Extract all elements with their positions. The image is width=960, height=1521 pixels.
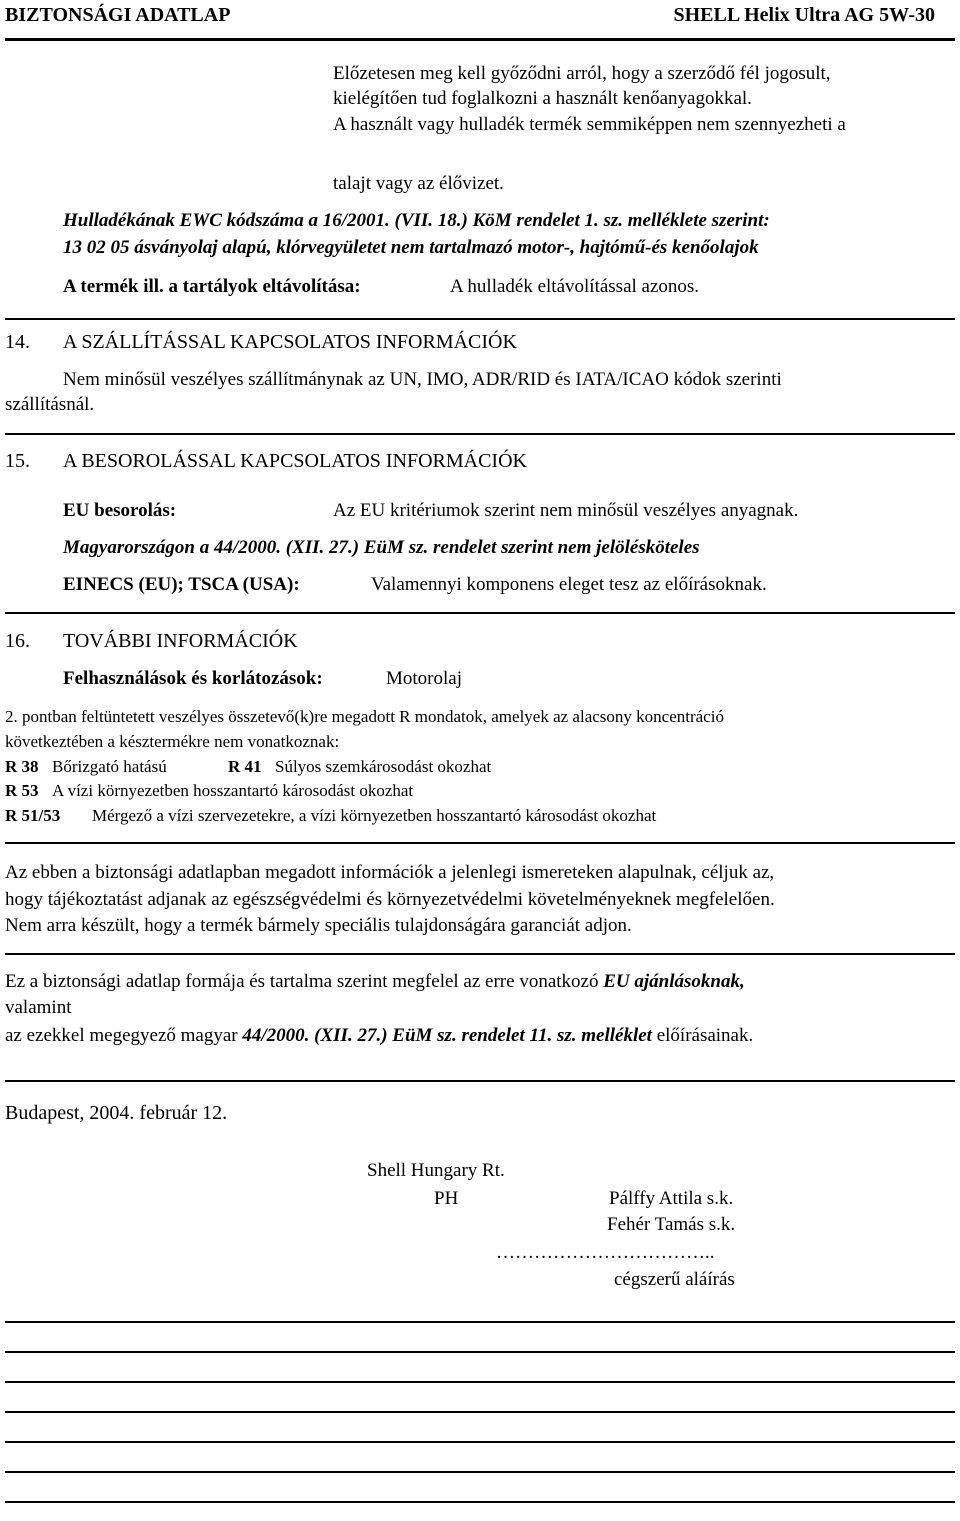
r-phrase-code: R 51/53 — [5, 806, 61, 825]
uses-value: Motorolaj — [386, 668, 462, 689]
r-phrase-code: R 53 — [5, 781, 39, 800]
section-divider — [5, 318, 955, 320]
blank-rule — [5, 1411, 955, 1413]
blank-rule — [5, 1351, 955, 1353]
r-phrase-code: R 41 — [228, 757, 262, 776]
blank-rule — [5, 1471, 955, 1473]
disposal-text-line: kielégítően tud foglalkozni a használt kenőanyagokkal. — [333, 88, 752, 109]
section-number: 15. — [5, 450, 30, 472]
header-doc-type: BIZTONSÁGI ADATLAP — [5, 4, 231, 26]
removal-label: A termék ill. a tartályok eltávolítása: — [63, 276, 361, 297]
r-phrase-code: R 38 — [5, 757, 39, 776]
compliance-emphasis: EU ajánlásoknak, — [603, 971, 745, 992]
transport-text: Nem minősül veszélyes szállítmánynak az UN, IMO, ADR/RID és IATA/ICAO kódok szerinti — [63, 369, 782, 390]
signature-label: cégszerű aláírás — [614, 1269, 735, 1290]
section-divider — [5, 1080, 955, 1082]
disposal-text-line: talajt vagy az élővizet. — [333, 173, 504, 194]
signer-name: Pálffy Attila s.k. — [609, 1188, 734, 1209]
hungary-regulation-line: Magyarországon a 44/2000. (XII. 27.) EüM sz. rendelet szerint nem jelölésköteles — [63, 537, 700, 558]
compliance-line — [5, 1024, 753, 1047]
r-phrase-text: Bőrizgató hatású — [52, 757, 167, 776]
einecs-label: EINECS (EU); TSCA (USA): — [63, 574, 300, 595]
compliance-emphasis: 44/2000. (XII. 27.) EüM sz. rendelet 11. sz. melléklet — [242, 1025, 652, 1046]
uses-label: Felhasználások és korlátozások: — [63, 668, 323, 689]
disposal-text-line: A használt vagy hulladék termék semmiképpen nem szennyezheti a — [333, 114, 846, 135]
blank-rule — [5, 1381, 955, 1383]
compliance-text: Ez a biztonsági adatlap formája és tartalma szerint megfelel az erre vonatkozó — [5, 971, 604, 992]
section-title: A SZÁLLÍTÁSSAL KAPCSOLATOS INFORMÁCIÓK — [63, 331, 517, 353]
removal-value: A hulladék eltávolítással azonos. — [450, 276, 700, 297]
signature-line: …………………………….. — [496, 1242, 715, 1263]
disclaimer-line: Az ebben a biztonsági adatlapban megadott információk a jelenlegi ismereteken alapulnak, céljuk az, — [5, 862, 775, 883]
section-divider — [5, 612, 955, 614]
einecs-value: Valamennyi komponens eleget tesz az előírásoknak. — [371, 574, 767, 595]
blank-rule — [5, 1501, 955, 1503]
section-number: 14. — [5, 331, 30, 353]
eu-classification-value: Az EU kritériumok szerint nem minősül veszélyes anyagnak. — [333, 500, 799, 521]
ewc-code-description: 13 02 05 ásványolaj alapú, klórvegyületet nem tartalmazó motor-, hajtómű-és kenőolajok — [63, 237, 759, 258]
r-phrase-text: A vízi környezetben hosszantartó károsodást okozhat — [52, 781, 414, 800]
r-phrase-text: Súlyos szemkárosodást okozhat — [275, 757, 492, 776]
disposal-text-line: Előzetesen meg kell győződni arról, hogy a szerződő fél jogosult, — [333, 63, 831, 84]
compliance-line: valamint — [5, 997, 72, 1018]
disclaimer-line: Nem arra készült, hogy a termék bármely speciális tulajdonságára garanciát adjon. — [5, 915, 632, 936]
compliance-text: az ezekkel megegyező magyar — [5, 1025, 243, 1046]
section-title: A BESOROLÁSSAL KAPCSOLATOS INFORMÁCIÓK — [63, 450, 527, 472]
section-title: TOVÁBBI INFORMÁCIÓK — [63, 630, 298, 652]
section-number: 16. — [5, 630, 30, 652]
r-phrases-intro: 2. pontban feltüntetett veszélyes összetevő(k)re megadott R mondatok, amelyek az alacsony koncentráció — [5, 707, 724, 726]
place-and-date: Budapest, 2004. február 12. — [5, 1102, 228, 1124]
compliance-line — [5, 970, 745, 993]
blank-rule — [5, 1321, 955, 1323]
r-phrase-text: Mérgező a vízi szervezetekre, a vízi környezetben hosszantartó károsodást okozhat — [92, 806, 657, 825]
section-divider — [5, 842, 955, 844]
eu-classification-label: EU besorolás: — [63, 500, 177, 521]
company-name: Shell Hungary Rt. — [367, 1160, 505, 1181]
section-divider — [5, 433, 955, 435]
blank-rule — [5, 1441, 955, 1443]
stamp-placeholder: PH — [434, 1188, 459, 1209]
header-divider — [5, 38, 955, 41]
signer-name: Fehér Tamás s.k. — [607, 1214, 736, 1235]
transport-text: szállításnál. — [5, 394, 95, 415]
header-product-name: SHELL Helix Ultra AG 5W-30 — [673, 4, 935, 26]
r-phrases-intro: következtében a késztermékre nem vonatkoznak: — [5, 732, 340, 751]
compliance-text: előírásainak. — [651, 1025, 754, 1046]
ewc-code-line: Hulladékának EWC kódszáma a 16/2001. (VII. 18.) KöM rendelet 1. sz. melléklete szerint: — [63, 210, 770, 231]
disclaimer-line: hogy tájékoztatást adjanak az egészségvédelmi és környezetvédelmi követelményeknek megfelelően. — [5, 889, 775, 910]
page-header — [0, 0, 960, 40]
section-divider — [5, 953, 955, 955]
